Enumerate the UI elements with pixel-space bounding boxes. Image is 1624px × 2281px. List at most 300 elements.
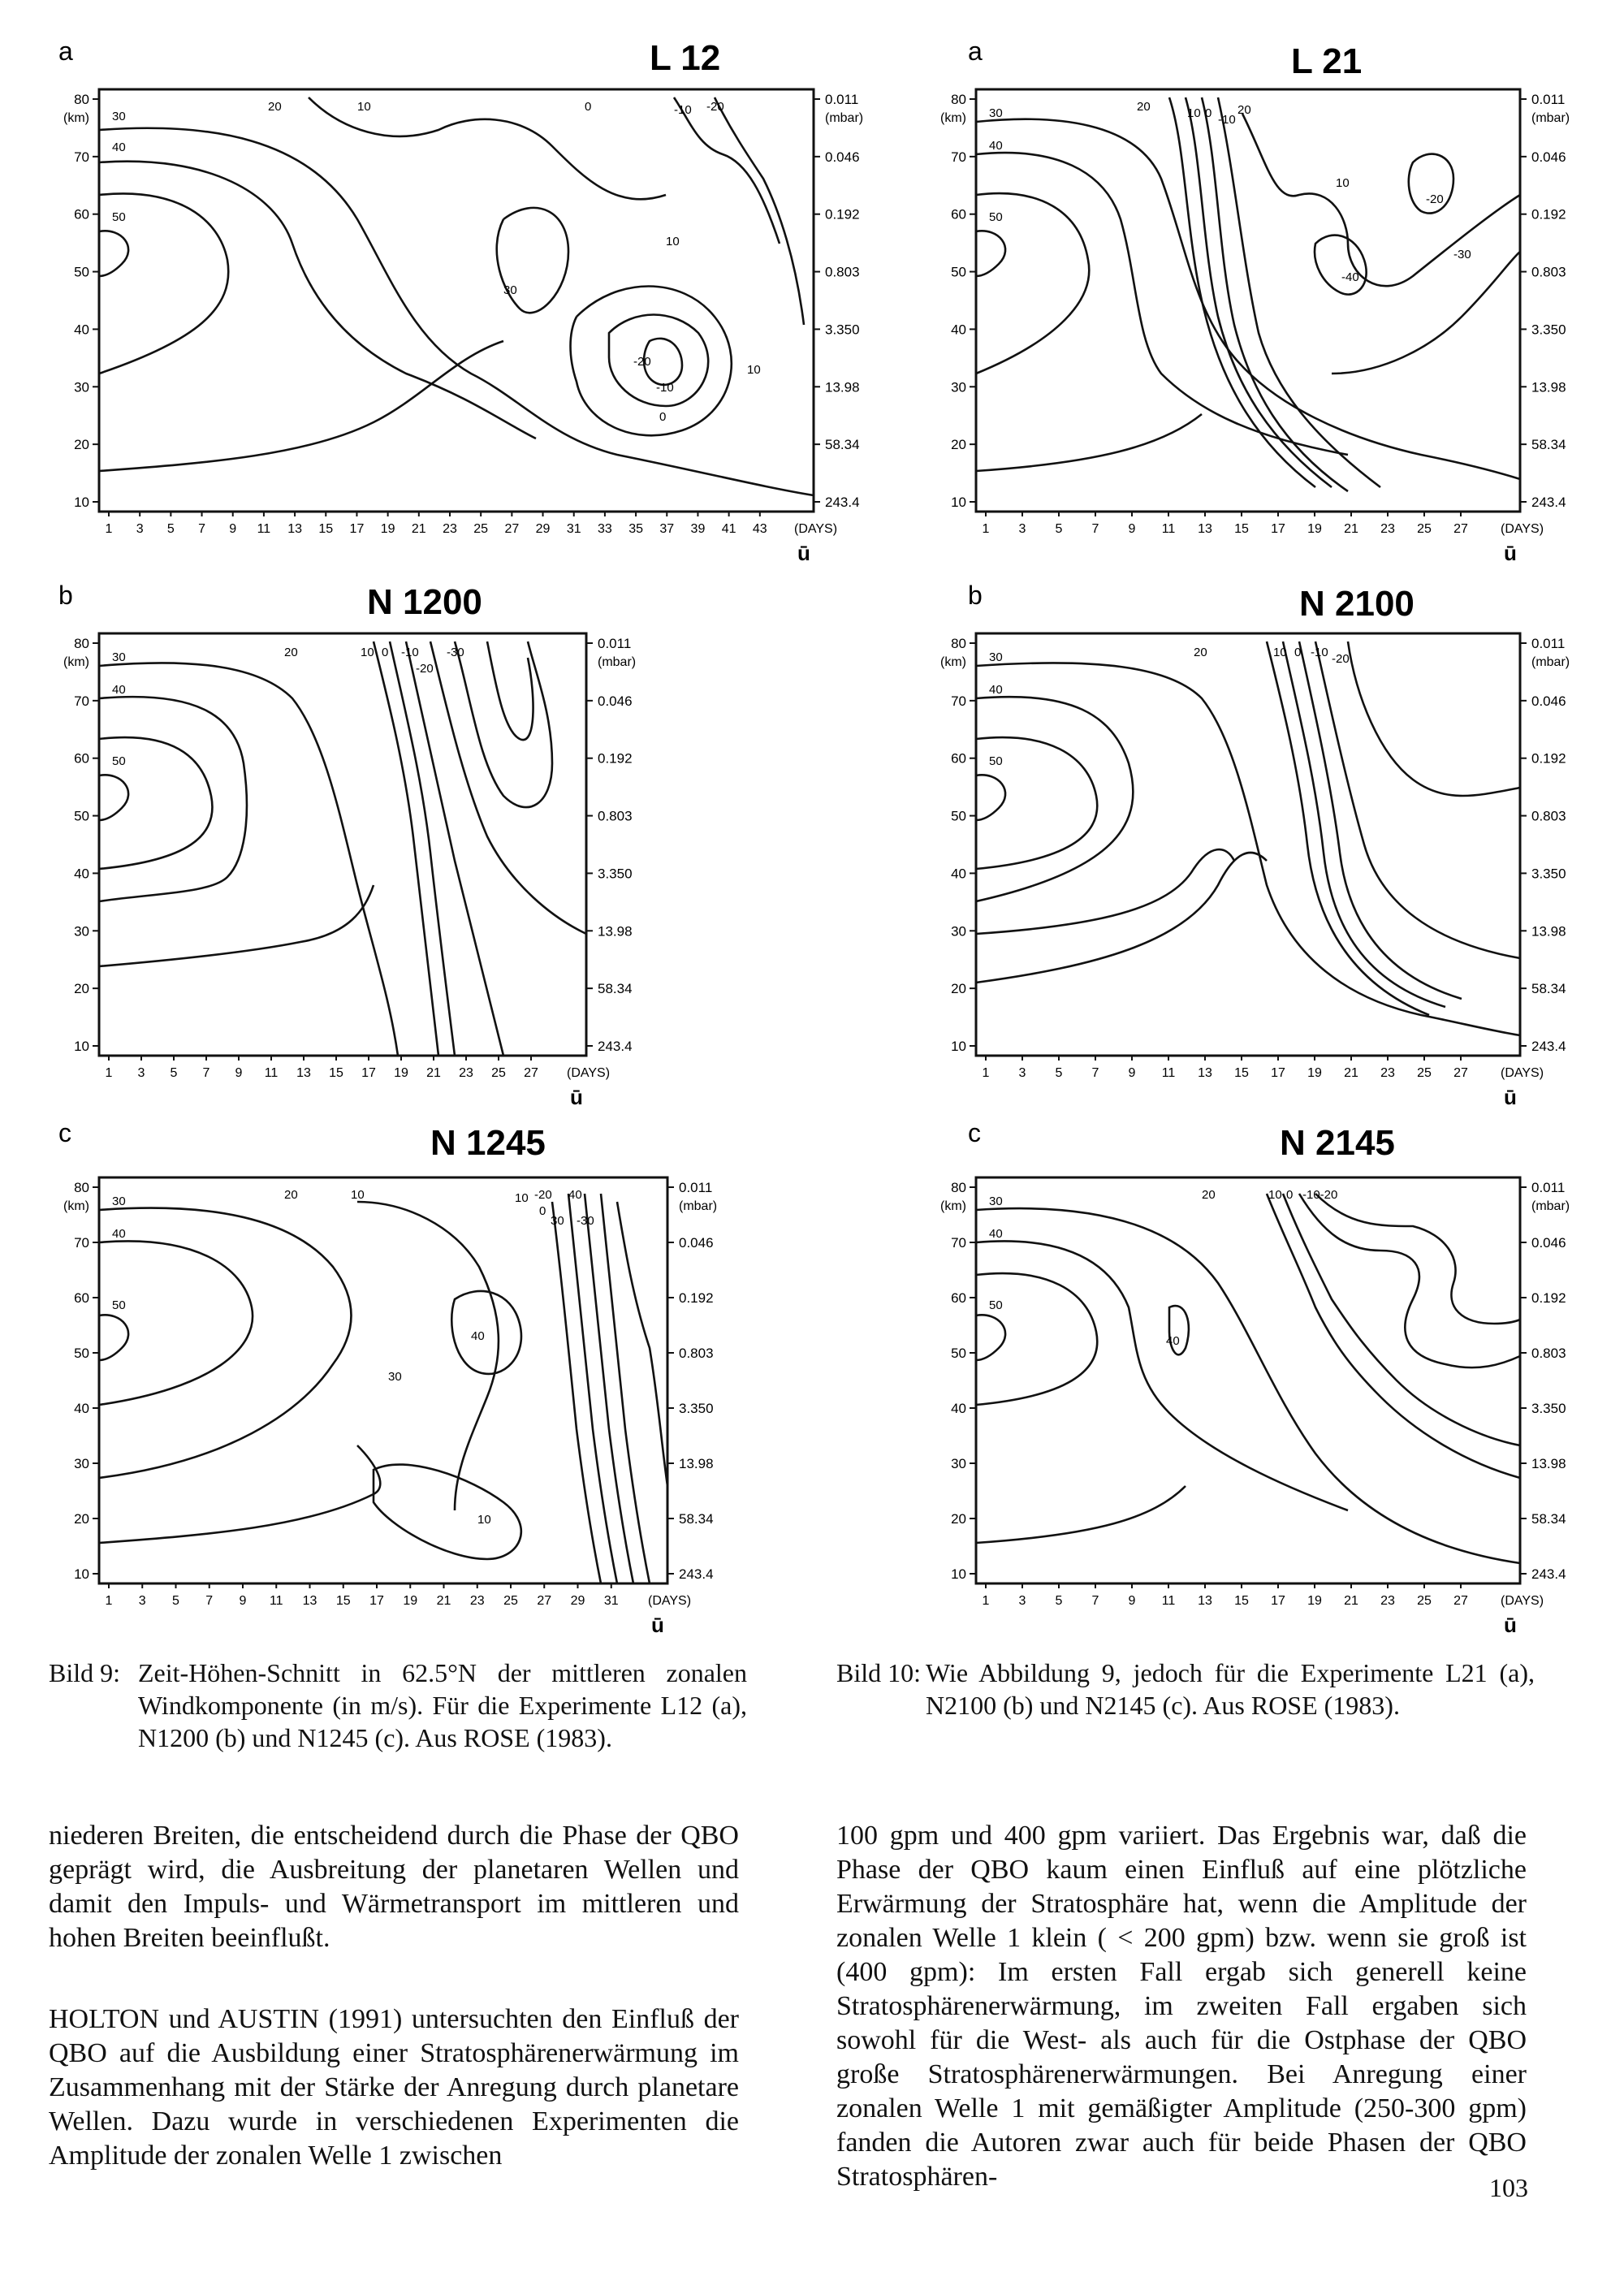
pressure-tick-label: 0.046: [825, 149, 860, 165]
contour-label: 10: [515, 1191, 529, 1205]
pressure-tick-label: 0.803: [1531, 808, 1566, 824]
km-tick-label: 80: [951, 636, 966, 651]
panel-letter: a: [968, 37, 983, 66]
contour-label: -10: [656, 381, 674, 395]
day-tick-label: 1: [105, 522, 113, 536]
contour-label: 10: [1336, 176, 1350, 190]
contour-labels: [112, 100, 761, 424]
contour-label: 40: [568, 1188, 582, 1202]
km-axis: [63, 1180, 99, 1582]
panel-L12: [49, 32, 864, 565]
km-tick-label: 10: [74, 1039, 89, 1054]
pressure-tick-label: 0.192: [1531, 750, 1566, 767]
contour-label: 20: [1194, 646, 1207, 659]
day-unit: (DAYS): [1501, 1594, 1544, 1608]
pressure-unit: (mbar): [1531, 655, 1570, 669]
pressure-tick-label: 243.4: [1531, 1566, 1566, 1582]
day-tick-label: 23: [469, 1594, 485, 1608]
day-tick-label: 29: [570, 1594, 585, 1608]
contour-label: -20: [534, 1188, 552, 1202]
km-tick-label: 50: [951, 808, 966, 824]
day-tick-label: 11: [269, 1594, 283, 1608]
day-unit: (DAYS): [1501, 522, 1544, 536]
day-tick-label: 1: [982, 522, 990, 536]
contour-label: -10: [1218, 113, 1236, 127]
pressure-unit: (mbar): [1531, 1199, 1570, 1213]
contour-label: 40: [989, 139, 1003, 153]
contour-label: -20: [706, 100, 724, 114]
pressure-tick-label: 0.046: [679, 1235, 714, 1251]
contour-label: 10: [357, 100, 371, 114]
km-tick-label: 40: [951, 1401, 966, 1416]
pressure-tick-label: 0.803: [679, 1346, 714, 1361]
pressure-tick-label: 58.34: [1531, 1511, 1566, 1527]
day-tick-label: 13: [302, 1594, 317, 1608]
day-tick-label: 21: [1344, 522, 1358, 536]
pressure-tick-label: 58.34: [1531, 437, 1566, 453]
plot-frame: [976, 633, 1520, 1056]
contour-label: 0: [1294, 646, 1302, 659]
pressure-tick-label: 0.803: [598, 808, 633, 824]
pressure-unit: (mbar): [598, 655, 637, 669]
ubar-label: ū: [1504, 1085, 1517, 1109]
km-tick-label: 20: [951, 437, 966, 453]
day-tick-label: 23: [443, 522, 457, 536]
pressure-tick-label: 0.011: [825, 92, 859, 107]
pressure-tick-label: 3.350: [1531, 866, 1566, 882]
day-tick-label: 17: [1271, 522, 1285, 536]
km-tick-label: 30: [74, 1456, 89, 1471]
day-tick-label: 3: [1018, 522, 1026, 536]
km-tick-label: 60: [74, 750, 89, 767]
pressure-tick-label: 243.4: [679, 1566, 714, 1582]
pressure-tick-label: 0.046: [1531, 149, 1566, 165]
day-axis: [983, 512, 1544, 565]
contour-label: 50: [112, 1298, 126, 1312]
contour-label: 20: [284, 646, 298, 659]
day-tick-label: 23: [1380, 522, 1395, 536]
day-tick-label: 1: [982, 1066, 990, 1080]
day-tick-label: 9: [239, 1594, 247, 1608]
day-tick-label: 27: [1453, 1066, 1468, 1080]
contour-label: -10-20: [1302, 1188, 1338, 1202]
day-tick-label: 5: [166, 522, 175, 536]
contour-label: 50: [112, 210, 126, 224]
day-tick-label: 27: [537, 1594, 552, 1608]
day-tick-label: 27: [504, 522, 520, 536]
day-tick-label: 13: [1198, 1594, 1212, 1608]
day-tick-label: 21: [436, 1594, 451, 1608]
pressure-tick-label: 13.98: [598, 923, 633, 940]
contour-label: 0: [1286, 1188, 1294, 1202]
pressure-tick-label: 0.803: [1531, 1346, 1566, 1361]
pressure-tick-label: 0.011: [1531, 636, 1566, 651]
day-tick-label: 9: [1128, 1594, 1136, 1608]
contour-label: 40: [471, 1329, 485, 1343]
km-tick-label: 50: [951, 264, 966, 280]
pressure-tick-label: 243.4: [1531, 1039, 1566, 1054]
day-tick-label: 11: [1161, 1066, 1176, 1080]
contour-label: 50: [989, 210, 1003, 224]
km-unit: (km): [940, 111, 966, 125]
contour-label: 10: [1187, 106, 1201, 120]
day-tick-label: 3: [137, 1066, 145, 1080]
pressure-tick-label: 0.192: [679, 1290, 714, 1306]
km-tick-label: 60: [74, 1290, 89, 1306]
panel-N1200: [49, 577, 861, 1109]
day-tick-label: 9: [235, 1066, 243, 1080]
km-tick-label: 10: [74, 495, 89, 510]
day-tick-label: 23: [459, 1066, 473, 1080]
contour-label: -20: [1426, 192, 1444, 206]
day-tick-label: 25: [473, 522, 489, 536]
day-tick-label: 21: [426, 1066, 441, 1080]
day-tick-label: 7: [205, 1594, 214, 1608]
contour-label: -20: [1332, 652, 1350, 666]
km-tick-label: 40: [74, 322, 89, 338]
day-tick-label: 7: [1091, 1066, 1099, 1080]
contour-label: -10: [674, 103, 692, 117]
contour-label: -40: [1341, 270, 1359, 284]
contour-label: 0: [382, 646, 389, 659]
contour-label: 20: [1237, 103, 1251, 117]
figure-caption-bild10: [836, 1657, 1535, 1754]
contour-label: 40: [1166, 1334, 1180, 1348]
contour-label: 10: [351, 1188, 365, 1202]
contour-label: 30: [989, 650, 1003, 664]
contour-label: 0: [1205, 106, 1212, 120]
day-tick-label: 21: [1344, 1066, 1358, 1080]
contour-label: 40: [989, 683, 1003, 697]
km-tick-label: 30: [74, 923, 89, 940]
contour-label: 30: [989, 1195, 1003, 1208]
panel-N2100: [893, 577, 1624, 1109]
panel-letter: b: [58, 581, 73, 610]
contour-label: -30: [577, 1214, 594, 1228]
panel-title: N 1200: [367, 582, 482, 622]
day-tick-label: 29: [535, 522, 551, 536]
pressure-tick-label: 3.350: [598, 866, 633, 882]
km-tick-label: 30: [951, 1456, 966, 1471]
contour-labels: [112, 1188, 594, 1527]
contour-label: 30: [112, 110, 126, 123]
pressure-tick-label: 0.192: [1531, 206, 1566, 222]
day-tick-label: 19: [380, 522, 395, 536]
day-tick-label: 25: [503, 1594, 518, 1608]
day-tick-label: 27: [1453, 1594, 1468, 1608]
km-axis: [940, 636, 976, 1054]
km-axis: [940, 1180, 976, 1582]
day-tick-label: 17: [1271, 1594, 1285, 1608]
panel-letter: b: [968, 581, 983, 610]
day-tick-label: 7: [198, 522, 205, 536]
caption-text: Wie Abbildung 9, jedoch für die Experimente L21 (a), N2100 (b) und N2145 (c). Aus ROSE (1983).: [926, 1658, 1535, 1720]
pressure-tick-label: 0.192: [825, 206, 860, 222]
pressure-tick-label: 3.350: [679, 1401, 714, 1416]
day-tick-label: 25: [1417, 1066, 1432, 1080]
page-number: 103: [1489, 2173, 1528, 2202]
day-tick-label: 15: [335, 1594, 351, 1608]
km-tick-label: 40: [951, 322, 966, 338]
ubar-label: ū: [1504, 1613, 1517, 1637]
day-tick-label: 7: [202, 1066, 210, 1080]
day-tick-label: 5: [1055, 1066, 1063, 1080]
day-tick-label: 3: [138, 1594, 146, 1608]
day-tick-label: 5: [1055, 1594, 1063, 1608]
panel-letter: c: [968, 1118, 981, 1147]
day-tick-label: 17: [349, 522, 365, 536]
contours: [99, 642, 586, 1056]
day-tick-label: 35: [628, 522, 643, 536]
day-tick-label: 1: [982, 1594, 990, 1608]
km-axis: [63, 636, 99, 1054]
pressure-axis: [1520, 1180, 1570, 1582]
contour-label: 50: [989, 754, 1003, 768]
km-unit: (km): [63, 655, 89, 669]
contour-label: 0: [585, 100, 592, 114]
km-tick-label: 20: [74, 981, 89, 997]
caption-label: Bild 9:: [49, 1658, 121, 1687]
pressure-tick-label: 58.34: [825, 437, 860, 453]
km-tick-label: 40: [951, 866, 966, 882]
km-tick-label: 80: [74, 636, 89, 651]
day-tick-label: 25: [491, 1066, 506, 1080]
day-tick-label: 5: [172, 1594, 179, 1608]
km-tick-label: 30: [74, 379, 89, 395]
pressure-tick-label: 13.98: [1531, 379, 1566, 395]
ubar-label: ū: [797, 541, 810, 565]
day-tick-label: 3: [1018, 1594, 1026, 1608]
day-tick-label: 3: [136, 522, 144, 536]
pressure-axis: [1520, 636, 1570, 1054]
km-tick-label: 20: [951, 981, 966, 997]
plot-frame: [99, 1177, 667, 1583]
km-tick-label: 10: [74, 1566, 89, 1582]
km-tick-label: 70: [951, 149, 966, 165]
day-tick-label: 19: [394, 1066, 408, 1080]
day-tick-label: 27: [1453, 522, 1468, 536]
contour-labels: [989, 100, 1471, 284]
contour-label: 10: [361, 646, 374, 659]
km-tick-label: 40: [74, 1401, 89, 1416]
km-tick-label: 60: [951, 750, 966, 767]
day-tick-label: 21: [411, 522, 426, 536]
day-tick-label: 5: [170, 1066, 178, 1080]
day-tick-label: 21: [1344, 1594, 1358, 1608]
pressure-unit: (mbar): [679, 1199, 718, 1213]
day-tick-label: 17: [1271, 1066, 1285, 1080]
contour-label: 30: [989, 106, 1003, 120]
day-tick-label: 25: [1417, 522, 1432, 536]
day-tick-label: 5: [1055, 522, 1063, 536]
km-tick-label: 70: [951, 1235, 966, 1251]
contours: [976, 97, 1520, 491]
day-axis: [106, 1056, 611, 1109]
pressure-tick-label: 0.011: [679, 1180, 713, 1195]
contour-label: 30: [551, 1214, 564, 1228]
km-tick-label: 80: [951, 1180, 966, 1195]
km-tick-label: 50: [74, 808, 89, 824]
pressure-tick-label: 243.4: [1531, 495, 1566, 510]
contour-label: 40: [112, 1227, 126, 1241]
day-tick-label: 19: [1307, 1594, 1322, 1608]
day-tick-label: 15: [1234, 522, 1249, 536]
day-tick-label: 3: [1018, 1066, 1026, 1080]
km-tick-label: 50: [74, 1346, 89, 1361]
pressure-tick-label: 243.4: [598, 1039, 633, 1054]
day-unit: (DAYS): [794, 522, 838, 536]
km-tick-label: 40: [74, 866, 89, 882]
day-tick-label: 33: [598, 522, 612, 536]
pressure-tick-label: 0.192: [598, 750, 633, 767]
km-tick-label: 50: [951, 1346, 966, 1361]
pressure-tick-label: 13.98: [1531, 923, 1566, 940]
day-tick-label: 1: [105, 1594, 113, 1608]
pressure-unit: (mbar): [1531, 111, 1570, 125]
contour-label: 30: [503, 283, 517, 297]
day-tick-label: 13: [296, 1066, 311, 1080]
day-tick-label: 9: [229, 522, 237, 536]
km-axis: [63, 92, 99, 510]
contour-label: -30: [1453, 248, 1471, 261]
km-tick-label: 60: [74, 206, 89, 222]
km-axis: [940, 92, 976, 510]
km-tick-label: 70: [74, 149, 89, 165]
km-tick-label: 80: [74, 1180, 89, 1195]
panel-N2145: [893, 1104, 1624, 1637]
day-tick-label: 17: [361, 1066, 376, 1080]
contour-label: 20: [1137, 100, 1151, 114]
day-tick-label: 19: [403, 1594, 418, 1608]
contour-label: -20: [416, 662, 434, 676]
day-unit: (DAYS): [648, 1594, 692, 1608]
contour-label: 0: [539, 1204, 546, 1218]
contour-label: 30: [112, 650, 126, 664]
day-axis: [106, 1583, 692, 1637]
plot-frame: [99, 89, 814, 512]
km-unit: (km): [63, 111, 89, 125]
km-tick-label: 60: [951, 206, 966, 222]
contour-label: 10: [666, 235, 680, 248]
day-tick-label: 1: [105, 1066, 113, 1080]
km-tick-label: 80: [951, 92, 966, 107]
contour-label: -20: [633, 355, 651, 369]
day-tick-label: 9: [1128, 522, 1136, 536]
day-tick-label: 19: [1307, 522, 1322, 536]
contour-label: 20: [284, 1188, 298, 1202]
day-tick-label: 9: [1128, 1066, 1136, 1080]
caption-text: Zeit-Höhen-Schnitt in 62.5°N der mittleren zonalen Windkomponente (in m/s). Für die Experimente L12 (a), N1200 (b) und N1245 (c). Aus ROSE (1983).: [138, 1658, 747, 1752]
pressure-tick-label: 0.803: [1531, 264, 1566, 280]
km-tick-label: 70: [951, 693, 966, 709]
pressure-tick-label: 58.34: [1531, 981, 1566, 997]
pressure-tick-label: 0.192: [1531, 1290, 1566, 1306]
panel-N1245: [49, 1104, 861, 1637]
day-tick-label: 15: [329, 1066, 343, 1080]
pressure-tick-label: 3.350: [1531, 1401, 1566, 1416]
caption-label: Bild 10:: [836, 1658, 922, 1687]
contour-label: 30: [388, 1370, 402, 1384]
day-tick-label: 31: [566, 522, 581, 536]
pressure-tick-label: 0.011: [598, 636, 632, 651]
pressure-axis: [667, 1180, 717, 1582]
day-axis: [106, 512, 838, 565]
pressure-tick-label: 13.98: [1531, 1456, 1566, 1471]
day-tick-label: 23: [1380, 1594, 1395, 1608]
contour-label: 10: [747, 363, 761, 377]
contours: [99, 97, 814, 495]
pressure-tick-label: 3.350: [825, 322, 860, 338]
contour-label: -10: [1311, 646, 1328, 659]
day-axis: [983, 1056, 1544, 1109]
contour-label: 0: [659, 410, 667, 424]
body-column-left: [49, 1819, 739, 2220]
day-tick-label: 13: [1198, 1066, 1212, 1080]
km-unit: (km): [940, 655, 966, 669]
km-tick-label: 10: [951, 1566, 966, 1582]
pressure-tick-label: 0.803: [825, 264, 860, 280]
pressure-tick-label: 0.046: [1531, 1235, 1566, 1251]
day-tick-label: 15: [1234, 1594, 1249, 1608]
ubar-label: ū: [570, 1085, 583, 1109]
day-unit: (DAYS): [1501, 1066, 1544, 1080]
contour-label: 10: [1268, 1188, 1282, 1202]
contour-labels: [989, 1188, 1337, 1348]
pressure-tick-label: 13.98: [825, 379, 860, 395]
contour-label: 40: [112, 683, 126, 697]
km-tick-label: 30: [951, 923, 966, 940]
panel-title: L 21: [1291, 41, 1363, 81]
km-tick-label: 70: [74, 693, 89, 709]
panel-letter: a: [58, 37, 73, 66]
body-paragraph: niederen Breiten, die entscheidend durch die Phase der QBO geprägt wird, die Ausbreitung der planetaren Wellen und damit den Impuls- und Wärmetransport im mittleren und hohen Breiten beeinflußt.: [49, 1821, 739, 1953]
km-unit: (km): [63, 1199, 89, 1213]
body-paragraph: HOLTON und AUSTIN (1991) untersuchten den Einfluß der QBO auf die Ausbildung einer Stratosphärenerwärmung im Zusammenhang mit der Stärke der Anregung durch planetare Wellen. Dazu wurde in verschiedenen Experimenten die Amplitude der zonalen Welle 1 zwischen: [49, 2004, 739, 2171]
pressure-unit: (mbar): [825, 111, 864, 125]
contour-label: 50: [112, 754, 126, 768]
panel-title: N 1245: [430, 1123, 546, 1163]
contour-label: 30: [112, 1195, 126, 1208]
km-tick-label: 20: [951, 1511, 966, 1527]
pressure-tick-label: 13.98: [679, 1456, 714, 1471]
day-axis: [983, 1583, 1544, 1637]
pressure-tick-label: 0.046: [1531, 693, 1566, 709]
day-tick-label: 17: [369, 1594, 384, 1608]
contour-label: 20: [268, 100, 282, 114]
day-tick-label: 31: [603, 1594, 619, 1608]
contour-label: 40: [989, 1227, 1003, 1241]
km-tick-label: 10: [951, 495, 966, 510]
body-paragraph: 100 gpm und 400 gpm variiert. Das Ergebnis war, daß die Phase der QBO kaum einen Einfluß auf eine plötzliche Erwärmung der Stratosphäre hat, wenn die Amplitude der zonalen Welle 1 klein ( < 200 gpm) bzw. wenn sie groß ist (400 gpm): Im ersten Fall ergab sich generell keine Stratosphärenerwärmung, im zweiten Fall ergaben sich sowohl für die West- als auch für die Ostphase der QBO große Stratosphärenerwärmungen. Bei Anregung einer zonalen Welle 1 mit gemäßigter Amplitude (250-300 gpm) fanden die Autoren zwar auch für beide Phasen der QBO Stratosphären-: [836, 1821, 1527, 2192]
contour-label: 20: [1202, 1188, 1216, 1202]
pressure-tick-label: 3.350: [1531, 322, 1566, 338]
ubar-label: ū: [651, 1613, 664, 1637]
pressure-tick-label: 58.34: [679, 1511, 714, 1527]
km-tick-label: 80: [74, 92, 89, 107]
pressure-tick-label: 0.046: [598, 693, 633, 709]
contours: [99, 1194, 667, 1583]
contour-label: -30: [447, 646, 464, 659]
plot-frame: [976, 89, 1520, 512]
day-tick-label: 37: [659, 522, 675, 536]
contour-label: 40: [112, 140, 126, 154]
day-tick-label: 27: [524, 1066, 538, 1080]
figure-caption-bild9: [49, 1657, 747, 1786]
plot-frame: [99, 633, 586, 1056]
pressure-tick-label: 243.4: [825, 495, 860, 510]
panel-title: L 12: [650, 38, 721, 78]
panel-letter: c: [58, 1118, 71, 1147]
